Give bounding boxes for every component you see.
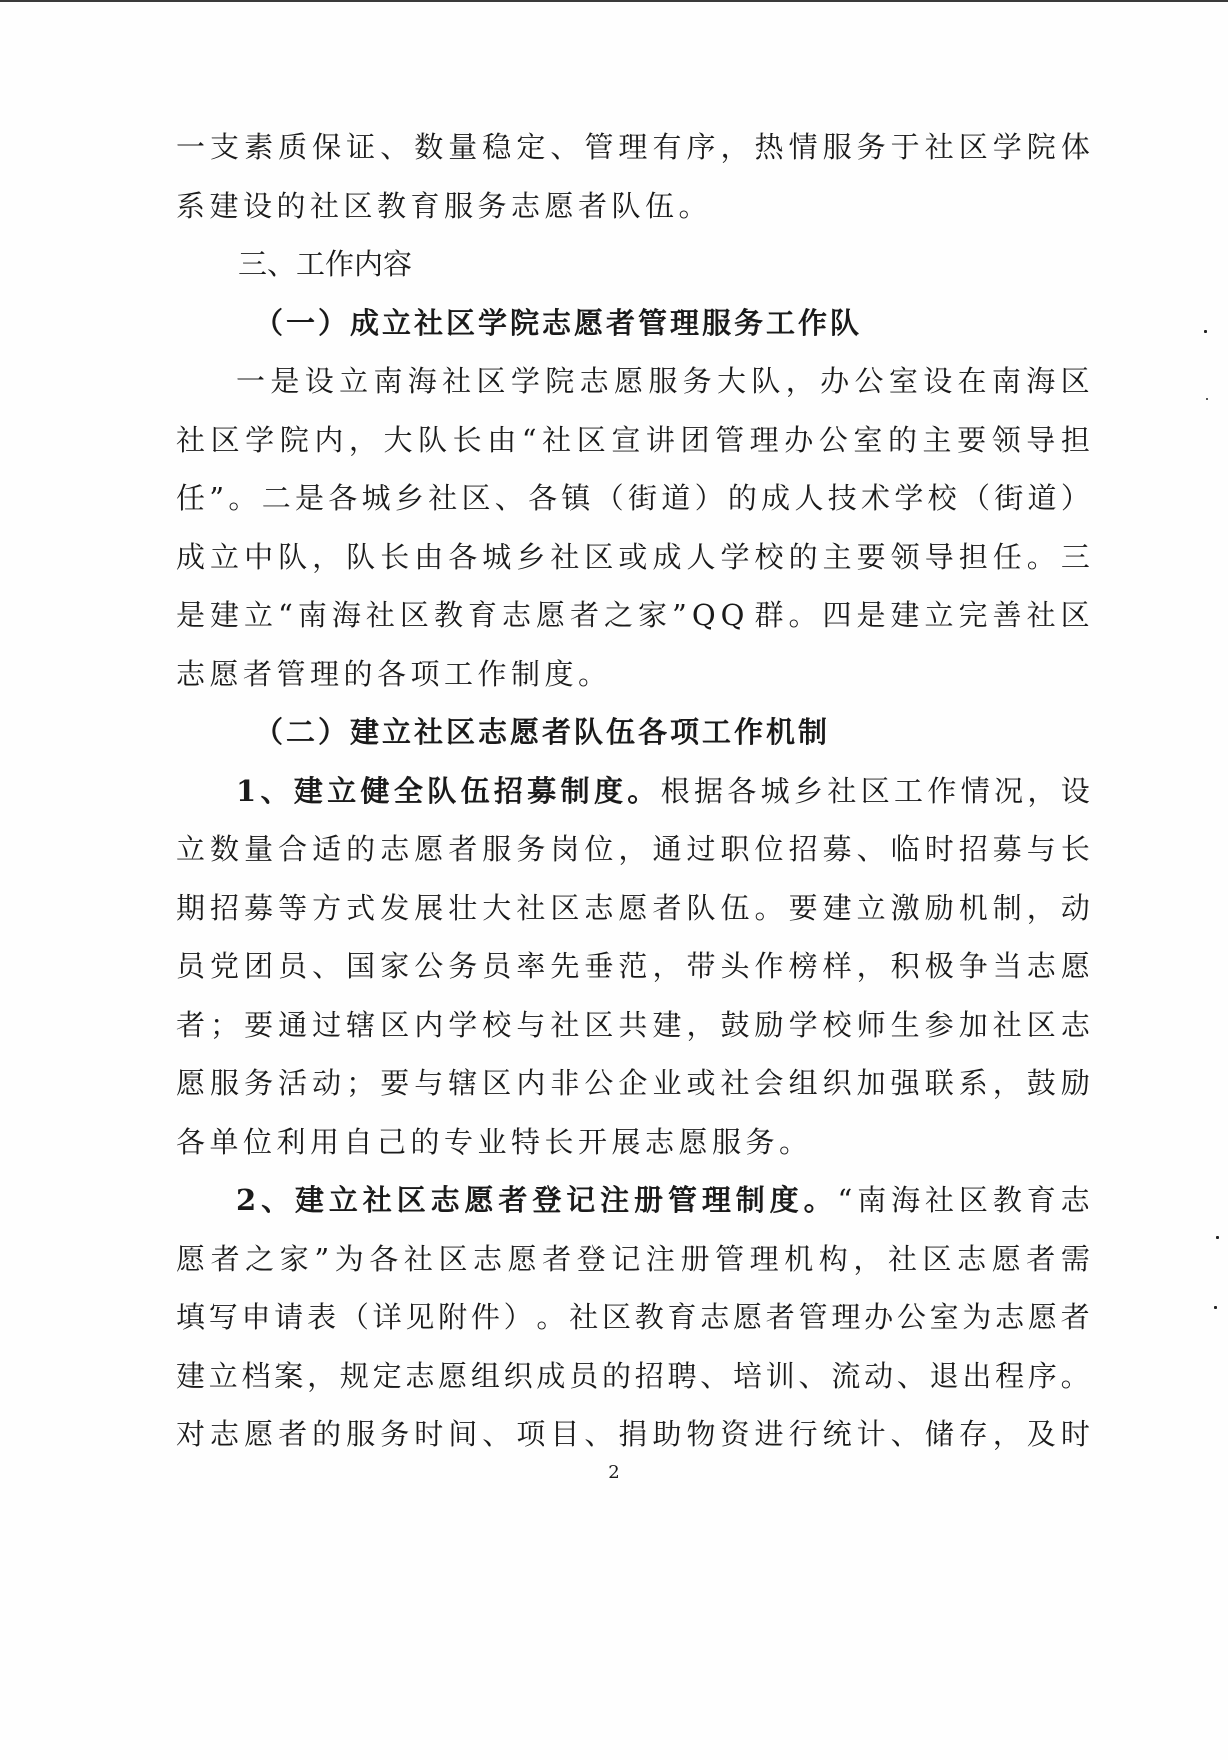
text-line: 一 是 设 立 南 海 社 区 学 院 志 愿 服 务 大 队 ， 办 公 室 设 在 南 海 区 (236, 364, 1090, 398)
text-line: 愿 者 之 家 ” 为 各 社 区 志 愿 者 登 记 注 册 管 理 机 构 ， 社 区 志 愿 者 需 (176, 1241, 1090, 1276)
text-line: 者 ； 要 通 过 辖 区 内 学 校 与 社 区 共 建 ， 鼓 励 学 校 师 生 参 加 社 区 志 (176, 1007, 1090, 1042)
scan-speck (1206, 398, 1208, 400)
section-heading (176, 235, 1090, 294)
scan-top-edge (0, 0, 1228, 2)
text-line (176, 1113, 1090, 1172)
scan-speck (1216, 1236, 1219, 1239)
text-line: 立 数 量 合 适 的 志 愿 者 服 务 岗 位 ， 通 过 职 位 招 募 、 临 时 招 募 与 长 (176, 832, 1090, 866)
subsection-heading (176, 294, 1090, 353)
text-line: 填 写 申 请 表 （ 详 见 附 件 ） 。 社 区 教 育 志 愿 者 管 理 办 公 室 为 志 愿 者 (176, 1300, 1090, 1334)
text-line: 愿 服 务 活 动 ； 要 与 辖 区 内 非 公 企 业 或 社 会 组 织 加 强 联 系 ， 鼓 励 (176, 1066, 1090, 1100)
text-line (176, 177, 1090, 236)
subsection-heading-text: （二）建立社区志愿者队伍各项工作机制 (254, 715, 831, 749)
document-body (176, 118, 1090, 1464)
text-line: 任 ” 。 二 是 各 城 乡 社 区 、 各 镇 （ 街 道 ） 的 成 人 技 术 学 校 （ 街 道 ） (176, 481, 1090, 515)
text-line: 一 支 素 质 保 证 、 数 量 稳 定 、 管 理 有 序 ， 热 情 服 务 于 社 区 学 院 体 (176, 130, 1090, 164)
text-line: 对 志 愿 者 的 服 务 时 间 、 项 目 、 捐 助 物 资 进 行 统 计 、 储 存 ， 及 时 (176, 1417, 1090, 1451)
subsection-heading-text: （一）成立社区学院志愿者管理服务工作队 (254, 305, 863, 340)
text-line: 是 建 立 “ 南 海 社 区 教 育 志 愿 者 之 家 ” Q Q 群 。 四 是 建 立 完 善 社 区 (176, 598, 1090, 632)
line-text: 系建设的社区教育服务志愿者队伍。 (176, 188, 713, 223)
text-line: 1 、 建 立 健 全 队 伍 招 募 制 度 。 根 据 各 城 乡 社 区 工 作 情 况 ， 设 (236, 773, 1090, 808)
scan-speck (1204, 330, 1207, 333)
page-number: 2 (608, 1462, 620, 1483)
line-text: 志愿者管理的各项工作制度。 (176, 656, 612, 691)
scan-speck (1214, 1306, 1217, 1309)
text-line: 2 、 建 立 社 区 志 愿 者 登 记 注 册 管 理 制 度 。 “ 南 海 社 区 教 育 志 (236, 1183, 1090, 1217)
text-line: 建 立 档 案 ， 规 定 志 愿 组 织 成 员 的 招 聘 、 培 训 、 流 动 、 退 出 程 序 。 (176, 1358, 1090, 1393)
text-line: 社 区 学 院 内 ， 大 队 长 由 “ 社 区 宣 讲 团 管 理 办 公 室 的 主 要 领 导 担 (176, 422, 1090, 457)
subsection-heading (176, 703, 1090, 762)
text-line: 期 招 募 等 方 式 发 展 壮 大 社 区 志 愿 者 队 伍 。 要 建 立 激 励 机 制 ， 动 (176, 890, 1090, 925)
text-line: 成 立 中 队 ， 队 长 由 各 城 乡 社 区 或 成 人 学 校 的 主 要 领 导 担 任 。 三 (176, 539, 1090, 574)
text-line: 员 党 团 员 、 国 家 公 务 员 率 先 垂 范 ， 带 头 作 榜 样 ， 积 极 争 当 志 愿 (176, 949, 1090, 983)
line-text: 各单位利用自己的专业特长开展志愿服务。 (176, 1124, 813, 1159)
text-line (176, 645, 1090, 704)
section-heading-text: 三、工作内容 (238, 247, 413, 281)
